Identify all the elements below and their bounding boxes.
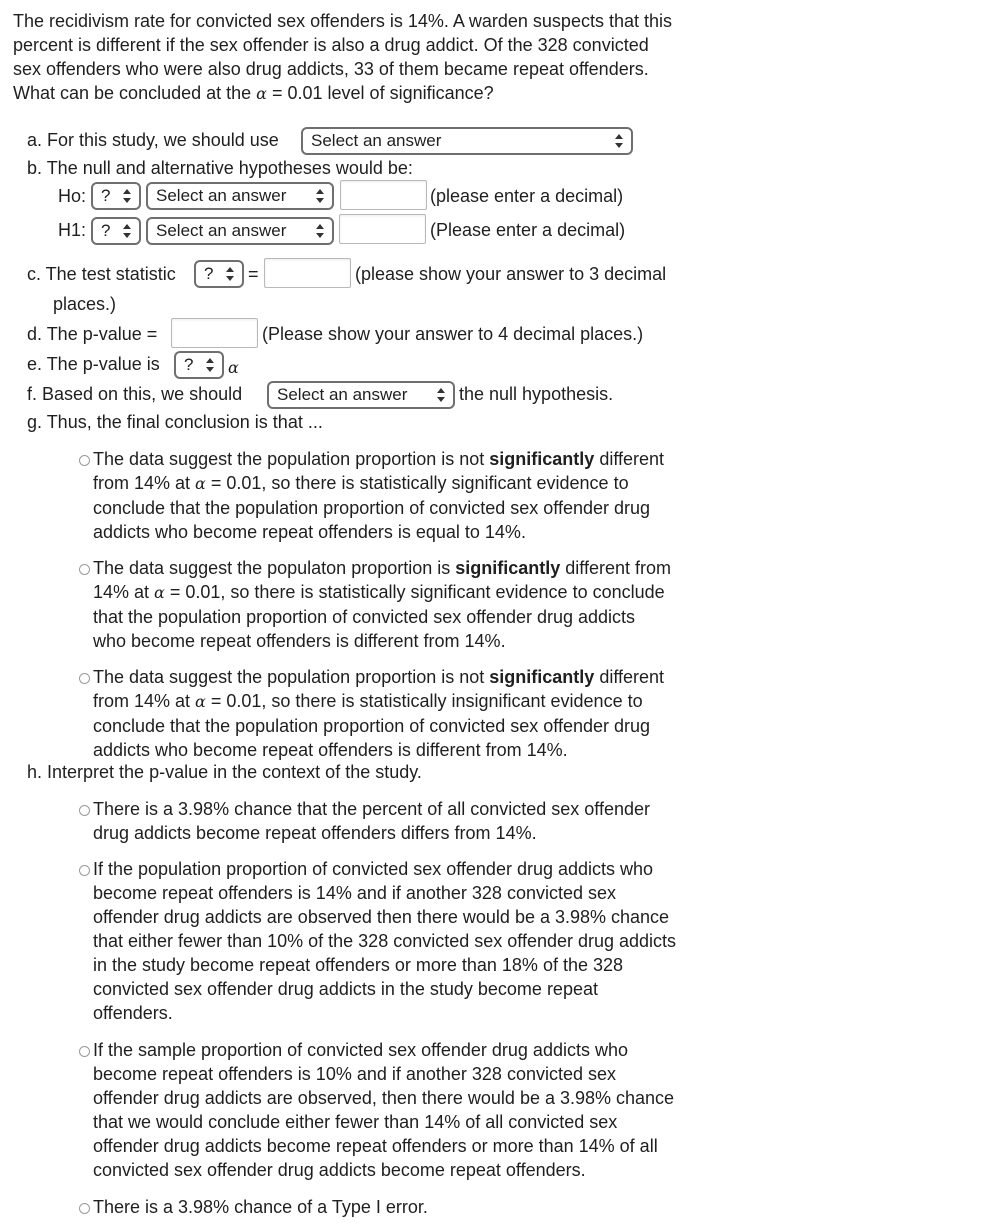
- interpretation-option-2[interactable]: [93, 857, 723, 1025]
- h0-operator-value: Select an answer: [156, 186, 287, 205]
- interpretation-option-1-radio[interactable]: [79, 805, 90, 816]
- h0-parameter-select[interactable]: [91, 182, 141, 210]
- problem-line-2: percent is different if the sex offender is also a drug addict. Of the 328 convicted: [13, 35, 649, 55]
- h1-value-input[interactable]: [339, 214, 426, 244]
- h0-operator-select[interactable]: [146, 182, 334, 210]
- conclusion-option-2-radio[interactable]: [79, 564, 90, 575]
- select-arrows-icon: [226, 267, 234, 281]
- part-d-label: d. The p-value =: [27, 324, 158, 344]
- problem-line-1: The recidivism rate for convicted sex offenders is 14%. A warden suspects that this: [13, 11, 672, 31]
- study-type-select[interactable]: [301, 127, 633, 155]
- interpretation-option-3-radio[interactable]: [79, 1046, 90, 1057]
- problem-line-4-pre: What can be concluded at the: [13, 83, 257, 103]
- test-statistic-value: ?: [204, 264, 214, 283]
- part-g-label: g. Thus, the final conclusion is that ...: [27, 412, 323, 432]
- equals-sign: =: [248, 264, 259, 284]
- p-value-comparison-select[interactable]: [174, 351, 224, 379]
- option-line: The data suggest the population proportion is not significantly different: [93, 667, 665, 687]
- select-arrows-icon: [206, 358, 214, 372]
- alpha-symbol: α: [154, 583, 165, 602]
- option-line: offender drug addicts are observed then there would be a 3.98% chance: [93, 907, 670, 927]
- h1-operator-select[interactable]: [146, 217, 334, 245]
- option-line: become repeat offenders is 14% and if another 328 convicted sex: [93, 883, 617, 903]
- part-c-label: c. The test statistic: [27, 264, 176, 284]
- option-line: If the population proportion of convicted sex offender drug addicts who: [93, 859, 654, 879]
- select-arrows-icon: [316, 224, 324, 238]
- interpretation-option-1[interactable]: [93, 797, 723, 845]
- option-line: conclude that the population proportion of convicted sex offender drug: [93, 716, 651, 736]
- option-line: There is a 3.98% chance that the percent of all convicted sex offender: [93, 799, 651, 819]
- h1-hint: (Please enter a decimal): [430, 220, 626, 240]
- option-line: from 14% at α = 0.01, so there is statistically significant evidence to: [93, 473, 629, 493]
- test-statistic-input[interactable]: [264, 258, 351, 288]
- select-arrows-icon: [437, 388, 445, 402]
- h0-label: Ho:: [58, 186, 87, 206]
- option-line: convicted sex offender drug addicts become repeat offenders.: [93, 1160, 586, 1180]
- part-a-label: a. For this study, we should use: [27, 130, 279, 150]
- option-line: offender drug addicts are observed, then there would be a 3.98% chance: [93, 1088, 675, 1108]
- interpretation-option-4-radio[interactable]: [79, 1203, 90, 1214]
- option-line: The data suggest the populaton proportion is significantly different from: [93, 558, 671, 578]
- h1-operator-value: Select an answer: [156, 221, 287, 240]
- option-line: offenders.: [93, 1003, 173, 1023]
- option-line: from 14% at α = 0.01, so there is statistically insignificant evidence to: [93, 691, 643, 711]
- problem-statement: [13, 9, 733, 106]
- select-arrows-icon: [123, 189, 131, 203]
- alpha-symbol: α: [228, 358, 239, 377]
- conclusion-option-1-radio[interactable]: [79, 455, 90, 466]
- part-c-hint-cont: places.): [53, 294, 117, 314]
- option-line: conclude that the population proportion of convicted sex offender drug: [93, 498, 651, 518]
- part-d-hint: (Please show your answer to 4 decimal places.): [262, 324, 644, 344]
- part-f-post: the null hypothesis.: [459, 384, 614, 404]
- option-line: that the population proportion of convicted sex offender drug addicts: [93, 607, 636, 627]
- test-statistic-select[interactable]: [194, 260, 244, 288]
- interpretation-option-3[interactable]: [93, 1038, 723, 1182]
- part-h-label: h. Interpret the p-value in the context of the study.: [27, 762, 422, 782]
- problem-line-4-post: = 0.01 level of significance?: [266, 83, 494, 103]
- part-f-label: f. Based on this, we should: [27, 384, 243, 404]
- option-line: offender drug addicts become repeat offenders or more than 14% of all: [93, 1136, 658, 1156]
- conclusion-option-2[interactable]: [93, 556, 723, 653]
- decision-select[interactable]: [267, 381, 455, 409]
- option-line: become repeat offenders is 10% and if another 328 convicted sex: [93, 1064, 617, 1084]
- alpha-symbol: α: [195, 692, 206, 711]
- conclusion-option-3-radio[interactable]: [79, 673, 90, 684]
- option-line: There is a 3.98% chance of a Type I error.: [93, 1197, 428, 1217]
- h0-parameter-value: ?: [101, 186, 111, 205]
- option-line: convicted sex offender drug addicts in the study become repeat: [93, 979, 598, 999]
- interpretation-option-4[interactable]: [93, 1195, 723, 1219]
- option-line: addicts who become repeat offenders is equal to 14%.: [93, 522, 526, 542]
- conclusion-option-1[interactable]: [93, 447, 723, 544]
- h1-parameter-value: ?: [101, 221, 111, 240]
- conclusion-option-3[interactable]: [93, 665, 723, 762]
- study-type-select-value: Select an answer: [311, 131, 442, 150]
- option-line: who become repeat offenders is different from 14%.: [93, 631, 506, 651]
- problem-line-3: sex offenders who were also drug addicts, 33 of them became repeat offenders.: [13, 59, 649, 79]
- decision-select-value: Select an answer: [277, 385, 408, 404]
- h1-parameter-select[interactable]: [91, 217, 141, 245]
- alpha-symbol: α: [195, 474, 206, 493]
- option-line: drug addicts become repeat offenders differs from 14%.: [93, 823, 537, 843]
- p-value-comparison-value: ?: [184, 355, 194, 374]
- h0-hint: (please enter a decimal): [430, 186, 624, 206]
- select-arrows-icon: [615, 134, 623, 148]
- option-line: addicts who become repeat offenders is different from 14%.: [93, 740, 568, 760]
- option-line: that we would conclude either fewer than 14% of all convicted sex: [93, 1112, 618, 1132]
- select-arrows-icon: [316, 189, 324, 203]
- problem-line-4: [13, 81, 733, 106]
- alpha-symbol: α: [256, 84, 267, 103]
- option-line: that either fewer than 10% of the 328 convicted sex offender drug addicts: [93, 931, 677, 951]
- interpretation-option-2-radio[interactable]: [79, 865, 90, 876]
- part-c-hint: (please show your answer to 3 decimal: [355, 264, 667, 284]
- p-value-input[interactable]: [171, 318, 258, 348]
- option-line: The data suggest the population proportion is not significantly different: [93, 449, 665, 469]
- select-arrows-icon: [123, 224, 131, 238]
- h0-value-input[interactable]: [340, 180, 427, 210]
- h1-label: H1:: [58, 220, 87, 240]
- option-line: in the study become repeat offenders or more than 18% of the 328: [93, 955, 624, 975]
- part-b-label: b. The null and alternative hypotheses would be:: [27, 158, 413, 178]
- option-line: If the sample proportion of convicted sex offender drug addicts who: [93, 1040, 628, 1060]
- part-e-label: e. The p-value is: [27, 354, 160, 374]
- option-line: 14% at α = 0.01, so there is statistically significant evidence to conclude: [93, 582, 665, 602]
